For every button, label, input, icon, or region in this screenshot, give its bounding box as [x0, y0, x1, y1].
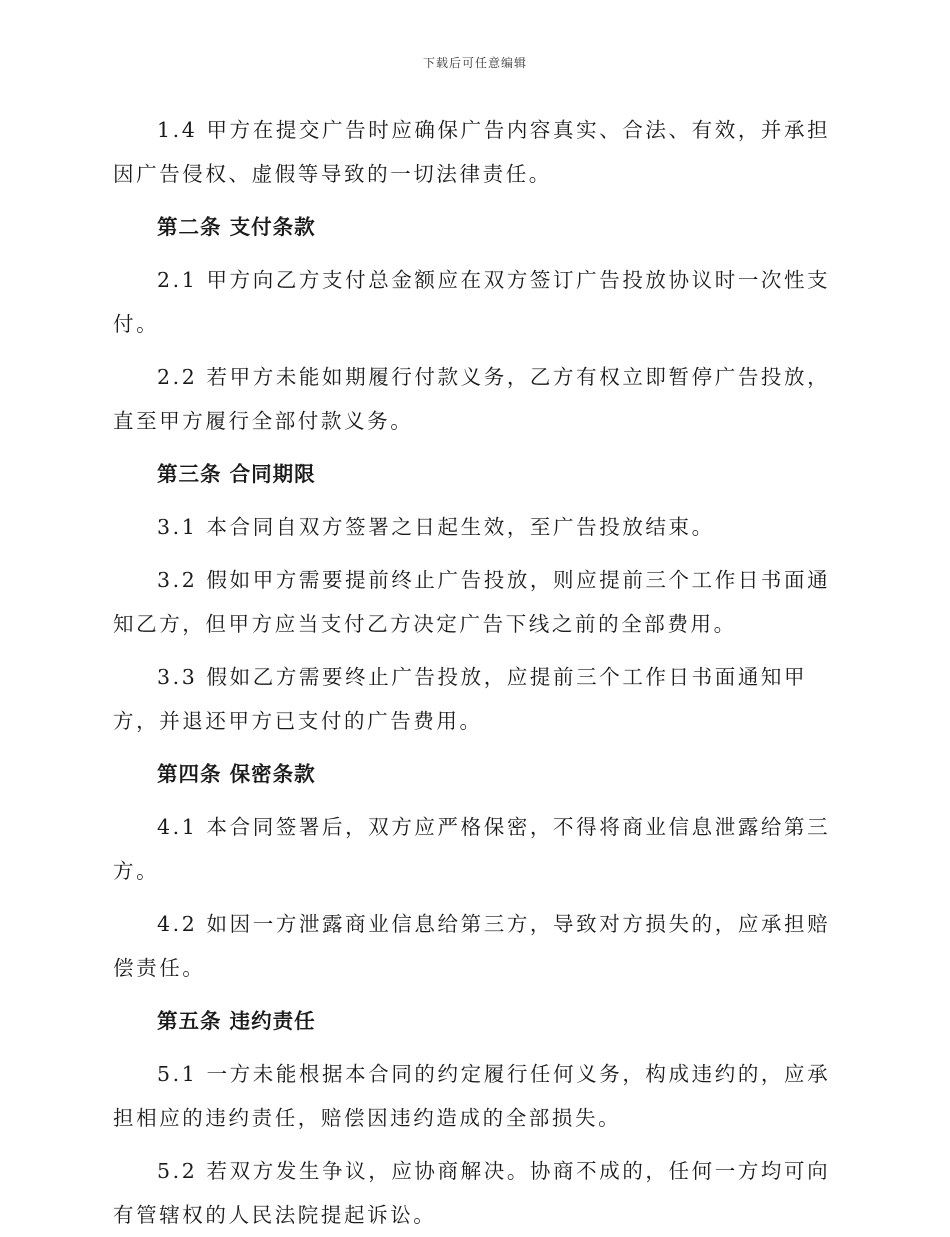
- article-heading-3: 第三条 合同期限: [157, 462, 316, 486]
- clause-4-2: 4.2 如因一方泄露商业信息给第三方，导致对方损失的，应承担赔偿责任。: [113, 912, 831, 980]
- page-header: 下载后可任意编辑: [422, 56, 527, 70]
- clause-5-2: 5.2 若双方发生争议，应协商解决。协商不成的，任何一方均可向有管辖权的人民法院提起诉讼。: [113, 1159, 831, 1227]
- article-heading-4: 第四条 保密条款: [157, 762, 316, 786]
- clause-2-1: 2.1 甲方向乙方支付总金额应在双方签订广告投放协议时一次性支付。: [113, 268, 831, 336]
- clause-5-1: 5.1 一方未能根据本合同的约定履行任何义务，构成违约的，应承担相应的违约责任，赔偿因违约造成的全部损失。: [113, 1062, 831, 1130]
- clause-1-4: 1.4 甲方在提交广告时应确保广告内容真实、合法、有效，并承担因广告侵权、虚假等导致的一切法律责任。: [113, 118, 831, 186]
- clause-3-2: 3.2 假如甲方需要提前终止广告投放，则应提前三个工作日书面通知乙方，但甲方应当支付乙方决定广告下线之前的全部费用。: [113, 568, 831, 636]
- document-body: [113, 108, 841, 1237]
- article-heading-5: 第五条 违约责任: [157, 1009, 316, 1033]
- clause-3-3: 3.3 假如乙方需要终止广告投放，应提前三个工作日书面通知甲方，并退还甲方已支付的广告费用。: [113, 665, 808, 733]
- clause-4-1: 4.1 本合同签署后，双方应严格保密，不得将商业信息泄露给第三方。: [113, 815, 831, 883]
- clause-3-1: 3.1 本合同自双方签署之日起生效，至广告投放结束。: [157, 515, 715, 539]
- article-heading-2: 第二条 支付条款: [157, 215, 316, 239]
- clause-2-2: 2.2 若甲方未能如期履行付款义务，乙方有权立即暂停广告投放，直至甲方履行全部付款义务。: [113, 365, 831, 433]
